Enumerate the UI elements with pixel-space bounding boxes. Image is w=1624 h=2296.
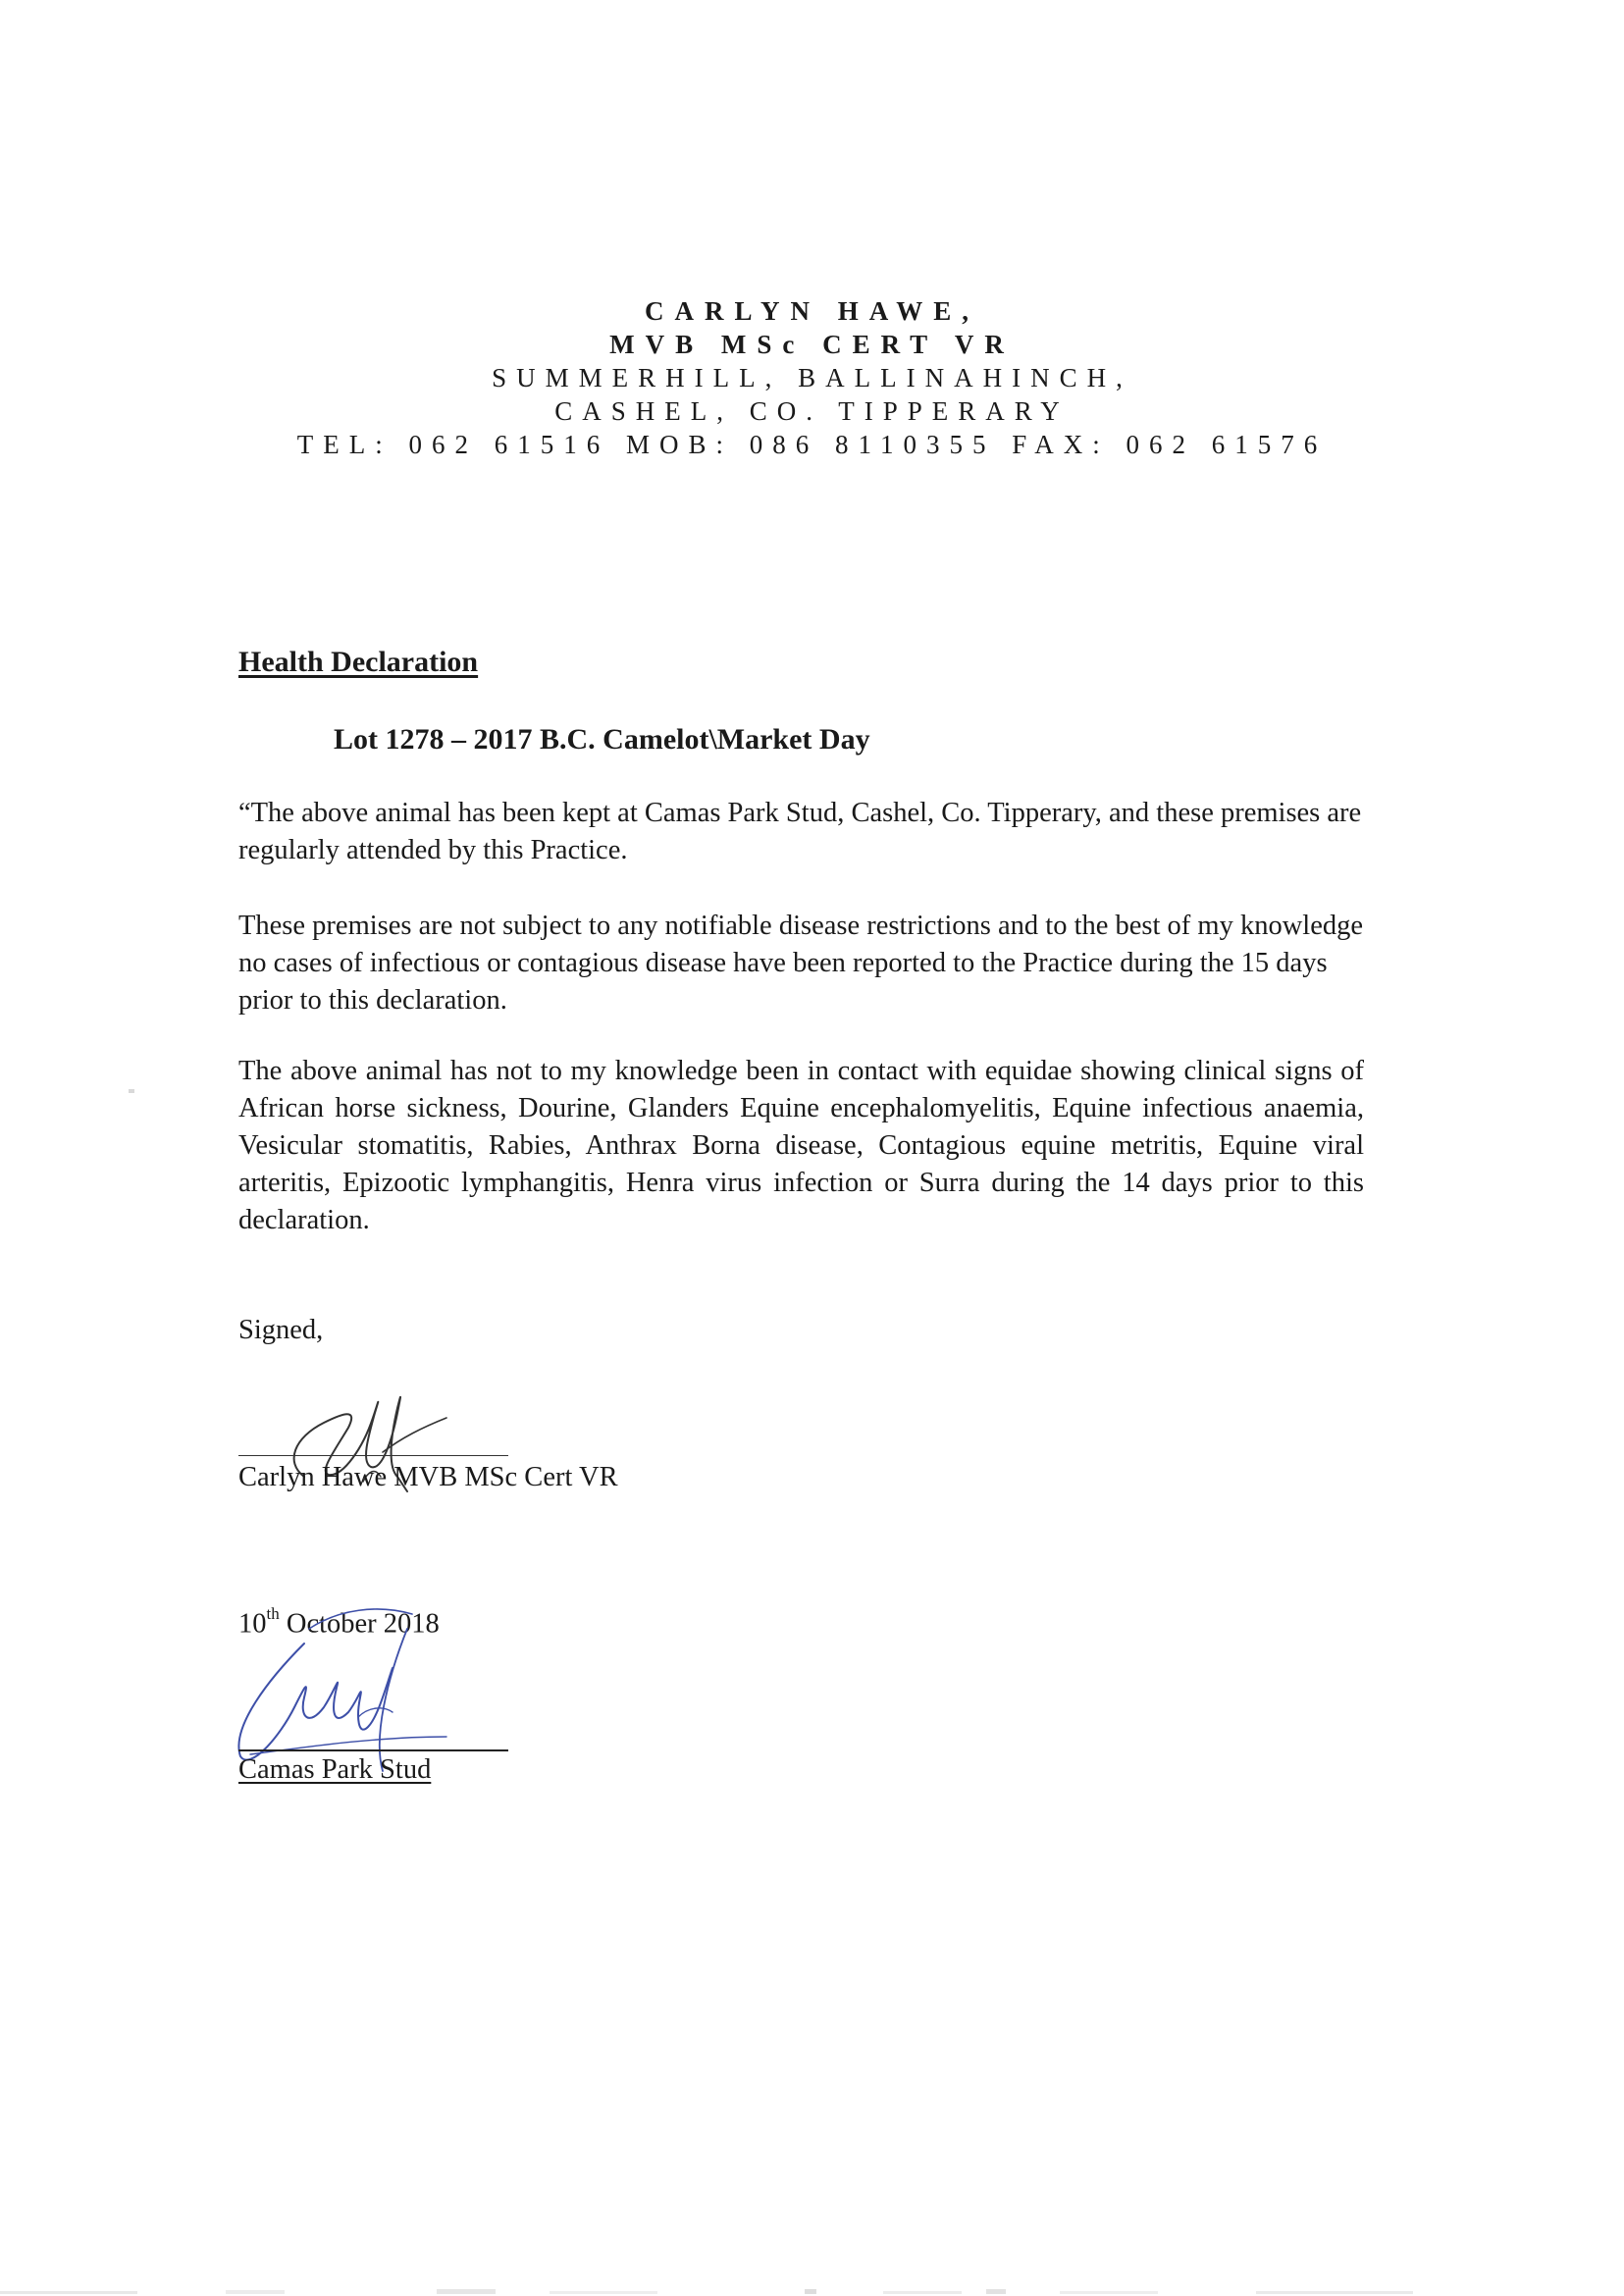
signed-label: Signed, — [238, 1315, 324, 1345]
signature-line — [238, 1455, 508, 1456]
paragraph-premises: “The above animal has been kept at Camas Park Stud, Cashel, Co. Tipperary, and these premises are regularly attended by this Practice. — [238, 798, 1362, 865]
letterhead-qualifications: MVB MSc CERT VR — [609, 330, 1015, 359]
date-rest: October 2018 — [279, 1608, 440, 1640]
scan-edge-artifacts — [0, 2283, 1624, 2296]
date-day: 10 — [238, 1608, 267, 1640]
paragraph-contact: The above animal has not to my knowledge been in contact with equidae showing clinical signs of African horse sickness, Dourine, Glanders Equine encephalomyelitis, Equine infectious anaemia, Vesicular stomatitis, Rabies, Anthrax Borna disease, Contagious equine metritis, Equine viral arteritis, Epizootic lymphangitis, Henra virus infection or Surra during the 14 days prior to this declaration. — [238, 1056, 1364, 1235]
signer-name: Carlyn Hawe MVB MSc Cert VR — [238, 1462, 618, 1492]
counter-signer-name: Camas Park Stud — [238, 1754, 432, 1785]
scan-speck — [129, 1089, 134, 1093]
paragraph-restrictions: These premises are not subject to any notifiable disease restrictions and to the best of my knowledge no cases of infectious or contagious disease have been reported to the Practice during the 15 days prior to this declaration. — [238, 911, 1364, 1016]
letterhead-address-line-2: CASHEL, CO. TIPPERARY — [554, 396, 1070, 426]
document-heading: Health Declaration — [238, 646, 479, 678]
letterhead-name: CARLYN HAWE, — [644, 296, 980, 326]
letterhead-address-line-1: SUMMERHILL, BALLINAHINCH, — [492, 363, 1132, 392]
counter-signature-line — [238, 1749, 508, 1751]
date-suffix: th — [266, 1604, 280, 1623]
letterhead-contact-line: TEL: 062 61516 MOB: 086 8110355 FAX: 062 61576 — [296, 430, 1328, 459]
letterhead — [0, 294, 1624, 461]
lot-line: Lot 1278 – 2017 B.C. Camelot\Market Day — [334, 723, 870, 756]
